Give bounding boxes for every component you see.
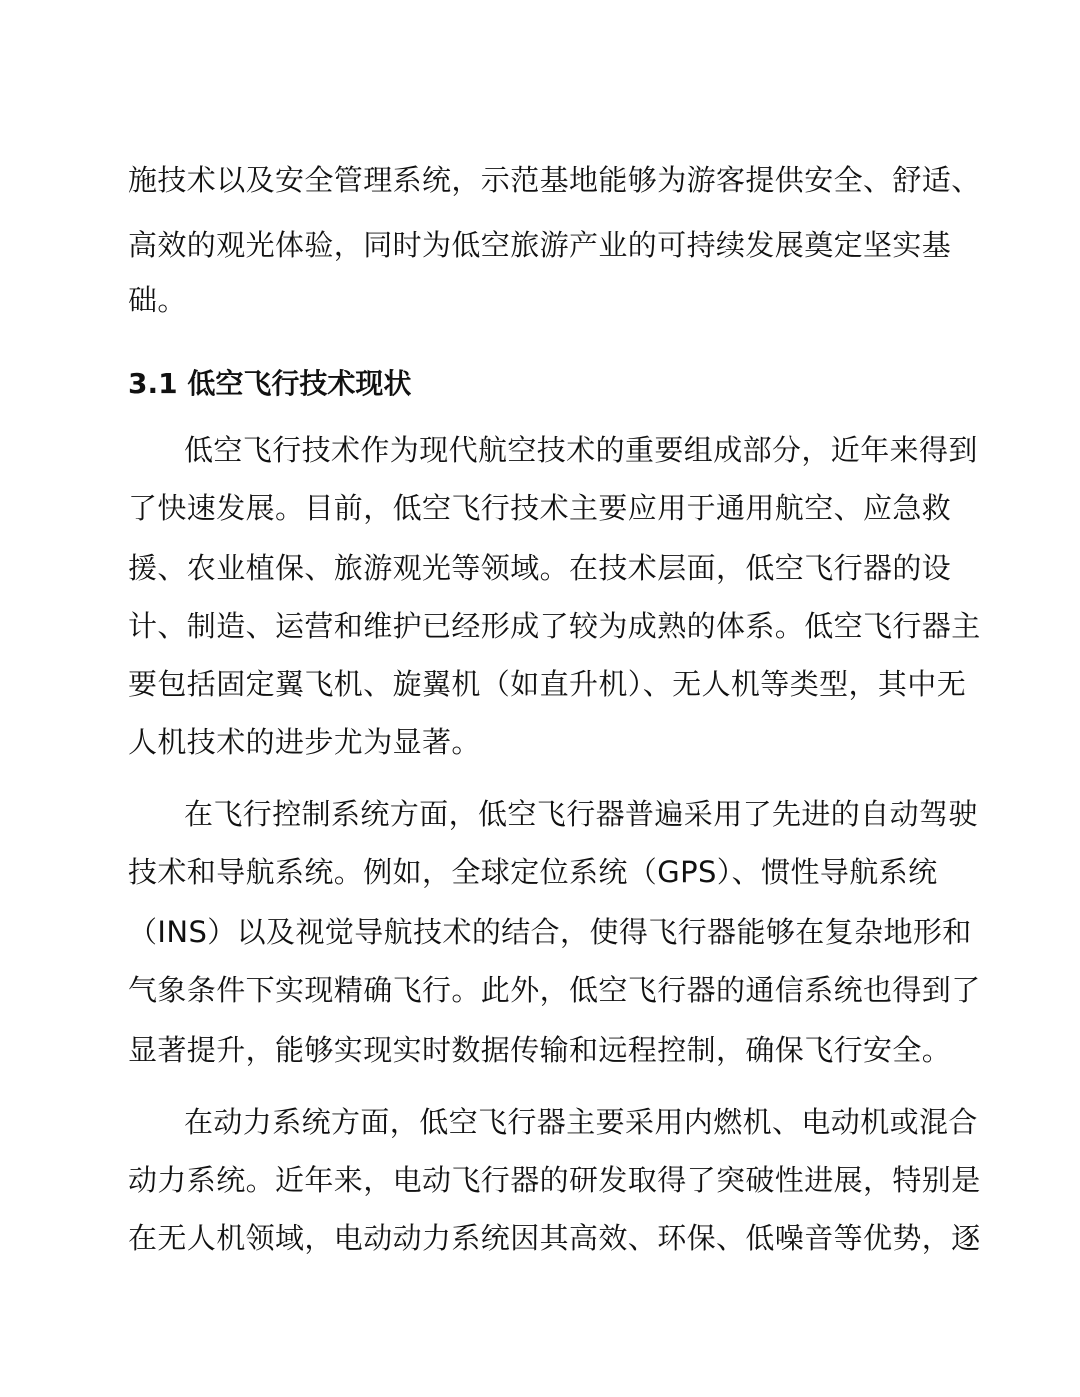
section-heading: 3.1 低空飞行技术现状 <box>128 367 412 400</box>
text-line: 显著提升，能够实现实时数据传输和远程控制，确保飞行安全。 <box>128 1033 952 1067</box>
text-line: 动力系统。近年来，电动飞行器的研发取得了突破性进展，特别是 <box>128 1163 981 1197</box>
text-line: 在飞行控制系统方面，低空飞行器普遍采用了先进的自动驾驶 <box>184 797 978 831</box>
text-line: 要包括固定翼飞机、旋翼机（如直升机）、无人机等类型，其中无 <box>128 667 967 701</box>
text-line: 施技术以及安全管理系统，示范基地能够为游客提供安全、舒适、 <box>128 163 981 197</box>
text-line: 在动力系统方面，低空飞行器主要采用内燃机、电动机或混合 <box>184 1105 978 1139</box>
text-line: 础。 <box>128 283 187 317</box>
text-line: 了快速发展。目前，低空飞行技术主要应用于通用航空、应急救 <box>128 491 952 525</box>
text-line: 低空飞行技术作为现代航空技术的重要组成部分，近年来得到 <box>184 433 978 467</box>
text-line: （INS）以及视觉导航技术的结合，使得飞行器能够在复杂地形和 <box>128 915 972 949</box>
text-line: 在无人机领域，电动动力系统因其高效、环保、低噪音等优势，逐 <box>128 1221 981 1255</box>
text-line: 技术和导航系统。例如，全球定位系统（GPS）、惯性导航系统 <box>128 855 938 889</box>
text-line: 气象条件下实现精确飞行。此外，低空飞行器的通信系统也得到了 <box>128 973 981 1007</box>
text-line: 援、农业植保、旅游观光等领域。在技术层面，低空飞行器的设 <box>128 551 952 585</box>
text-line: 高效的观光体验，同时为低空旅游产业的可持续发展奠定坚实基 <box>128 228 952 262</box>
text-line: 计、制造、运营和维护已经形成了较为成熟的体系。低空飞行器主 <box>128 609 981 643</box>
text-line: 人机技术的进步尤为显著。 <box>128 725 481 759</box>
